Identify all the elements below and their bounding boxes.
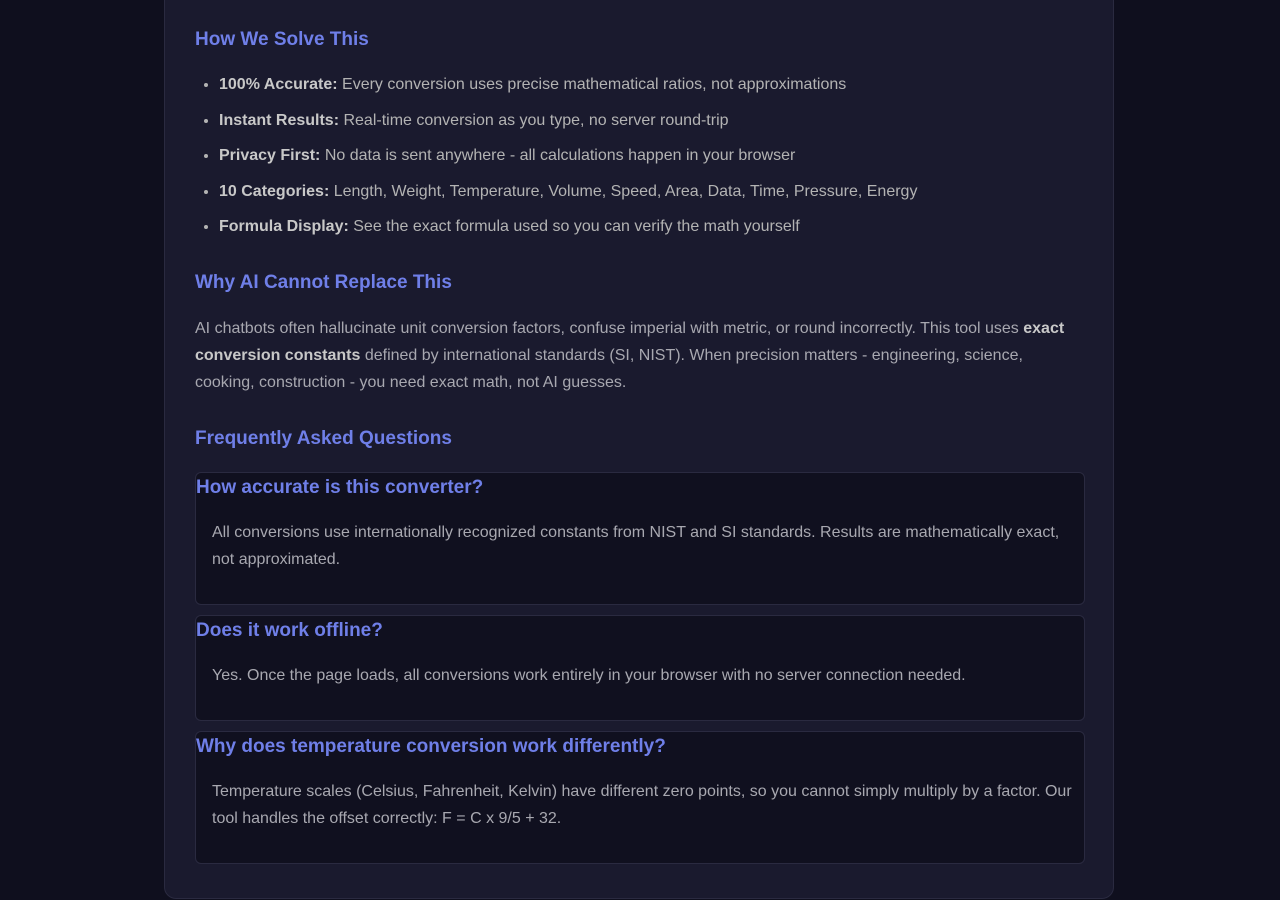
faq-item-temperature[interactable]: [195, 731, 1085, 864]
faq-heading: Frequently Asked Questions: [195, 428, 452, 449]
benefit-title: 10 Categories:: [219, 182, 330, 200]
benefit-title: Instant Results:: [219, 111, 340, 129]
list-item: [219, 67, 1085, 103]
faq-question[interactable]: Does it work offline?: [196, 620, 383, 641]
benefit-text: Length, Weight, Temperature, Volume, Speed, Area, Data, Time, Pressure, Energy: [329, 182, 918, 200]
why-paragraph: [195, 315, 1075, 396]
faq-item-accuracy[interactable]: [195, 472, 1085, 605]
faq-question[interactable]: Why does temperature conversion work differently?: [196, 736, 666, 757]
benefit-title: Formula Display:: [219, 218, 349, 236]
benefits-list: [195, 67, 1085, 245]
benefit-text: No data is sent anywhere - all calculations happen in your browser: [320, 147, 796, 165]
benefit-text: Every conversion uses precise mathematical ratios, not approximations: [337, 76, 847, 93]
benefit-text: Real-time conversion as you type, no server round-trip: [339, 111, 729, 129]
faq-answer: All conversions use internationally recognized constants from NIST and SI standards. Results are mathematically exact, not approximated.: [212, 524, 1060, 568]
why-text-before: AI chatbots often hallucinate unit conversion factors, confuse imperial with metric, or round incorrectly. This tool uses: [195, 320, 1024, 337]
benefit-text: See the exact formula used so you can verify the math yourself: [348, 218, 800, 236]
faq-answer: Temperature scales (Celsius, Fahrenheit, Kelvin) have different zero points, so you cannot simply multiply by a factor. Our tool handles the offset correctly: F = C x 9/5 + 32.: [212, 783, 1072, 827]
list-item: [219, 174, 1085, 210]
faq-question[interactable]: How accurate is this converter?: [196, 477, 484, 498]
benefit-title: 100% Accurate:: [219, 76, 338, 93]
list-item: [219, 138, 1085, 174]
benefit-title: Privacy First:: [219, 147, 321, 165]
solve-heading: How We Solve This: [195, 29, 369, 50]
why-heading: Why AI Cannot Replace This: [195, 272, 452, 293]
faq-answer: Yes. Once the page loads, all conversions work entirely in your browser with no server connection needed.: [212, 667, 966, 684]
why-text-after: defined by international standards (SI, NIST). When precision matters - engineering, science, cooking, construction - you need exact math, not AI guesses.: [195, 347, 1023, 391]
list-item: [219, 103, 1085, 139]
list-item: [219, 209, 1085, 245]
why-bold-text: exact conversion constants: [195, 320, 1065, 364]
faq-item-offline[interactable]: [195, 615, 1085, 721]
